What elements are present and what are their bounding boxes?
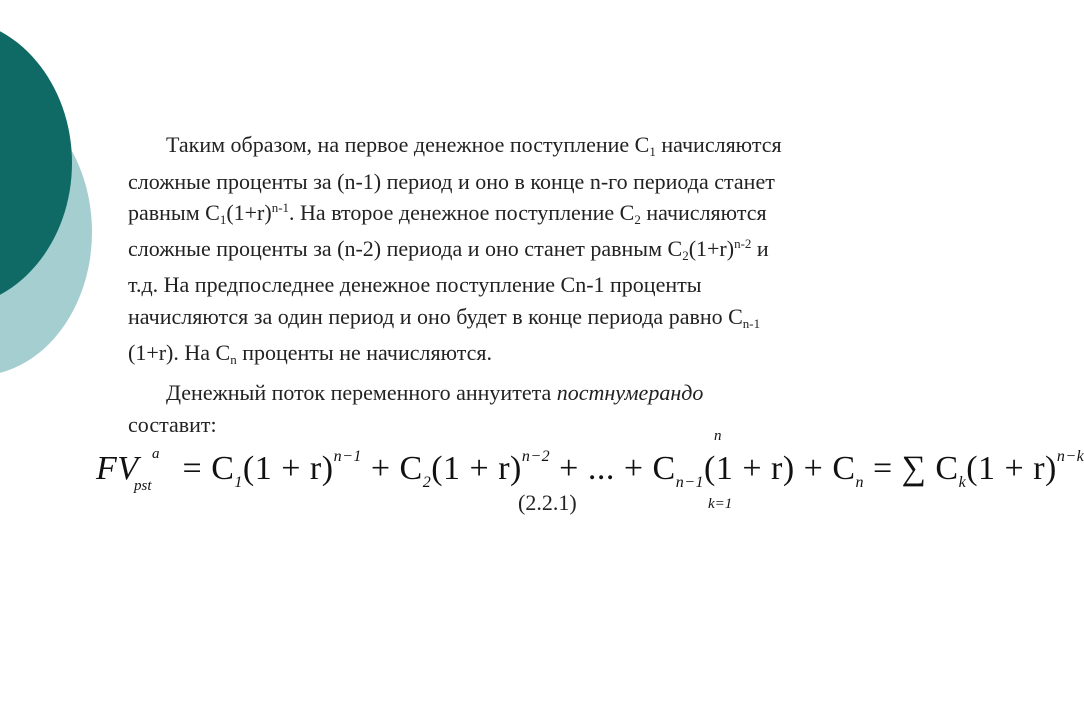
sigma-upper-limit: n — [714, 428, 722, 444]
text-line: начисляются за один период и оно будет в конце периода равно $C_{n-1}$ — [128, 304, 761, 331]
text-line: т.д. На предпоследнее денежное поступление Cn-1 проценты — [128, 272, 702, 297]
text-line: сложные проценты за (n-1) период и оно в конце n-го периода станет — [128, 169, 775, 194]
text-line: сложные проценты за (n-2) периода и оно станет равным $C_2(1+r)^{n-2}$ и — [128, 236, 769, 263]
text-line: Таким образом, на первое денежное поступление $C_1$ начисляются — [166, 132, 782, 159]
text-line: Денежный поток переменного аннуитета постнумерандо — [166, 380, 704, 405]
text-line: составит: — [128, 412, 217, 437]
text-line: (1+r). На $C_n$ проценты не начисляются. — [128, 340, 493, 367]
formula-fv-postnumerando — [96, 428, 1084, 528]
formula-expression: FV = $C_1(1 + r)^{n-1} + C_2(1 + r)^{n-2}$ + ... + $C_{n-1}(1 + r) + C_n$ = ∑ $C_k(1 + r)^{n-k}$ — [96, 448, 1084, 491]
text-line: равным $C_1(1+r)^{n-1}$. На второе денежное поступление $C_2$ начисляются — [128, 200, 767, 227]
fv-subscript: pst — [134, 478, 152, 494]
fv-superscript: a — [152, 446, 160, 462]
equation-number: (2.2.1) — [518, 490, 577, 515]
sigma-lower-limit: k=1 — [708, 496, 733, 512]
